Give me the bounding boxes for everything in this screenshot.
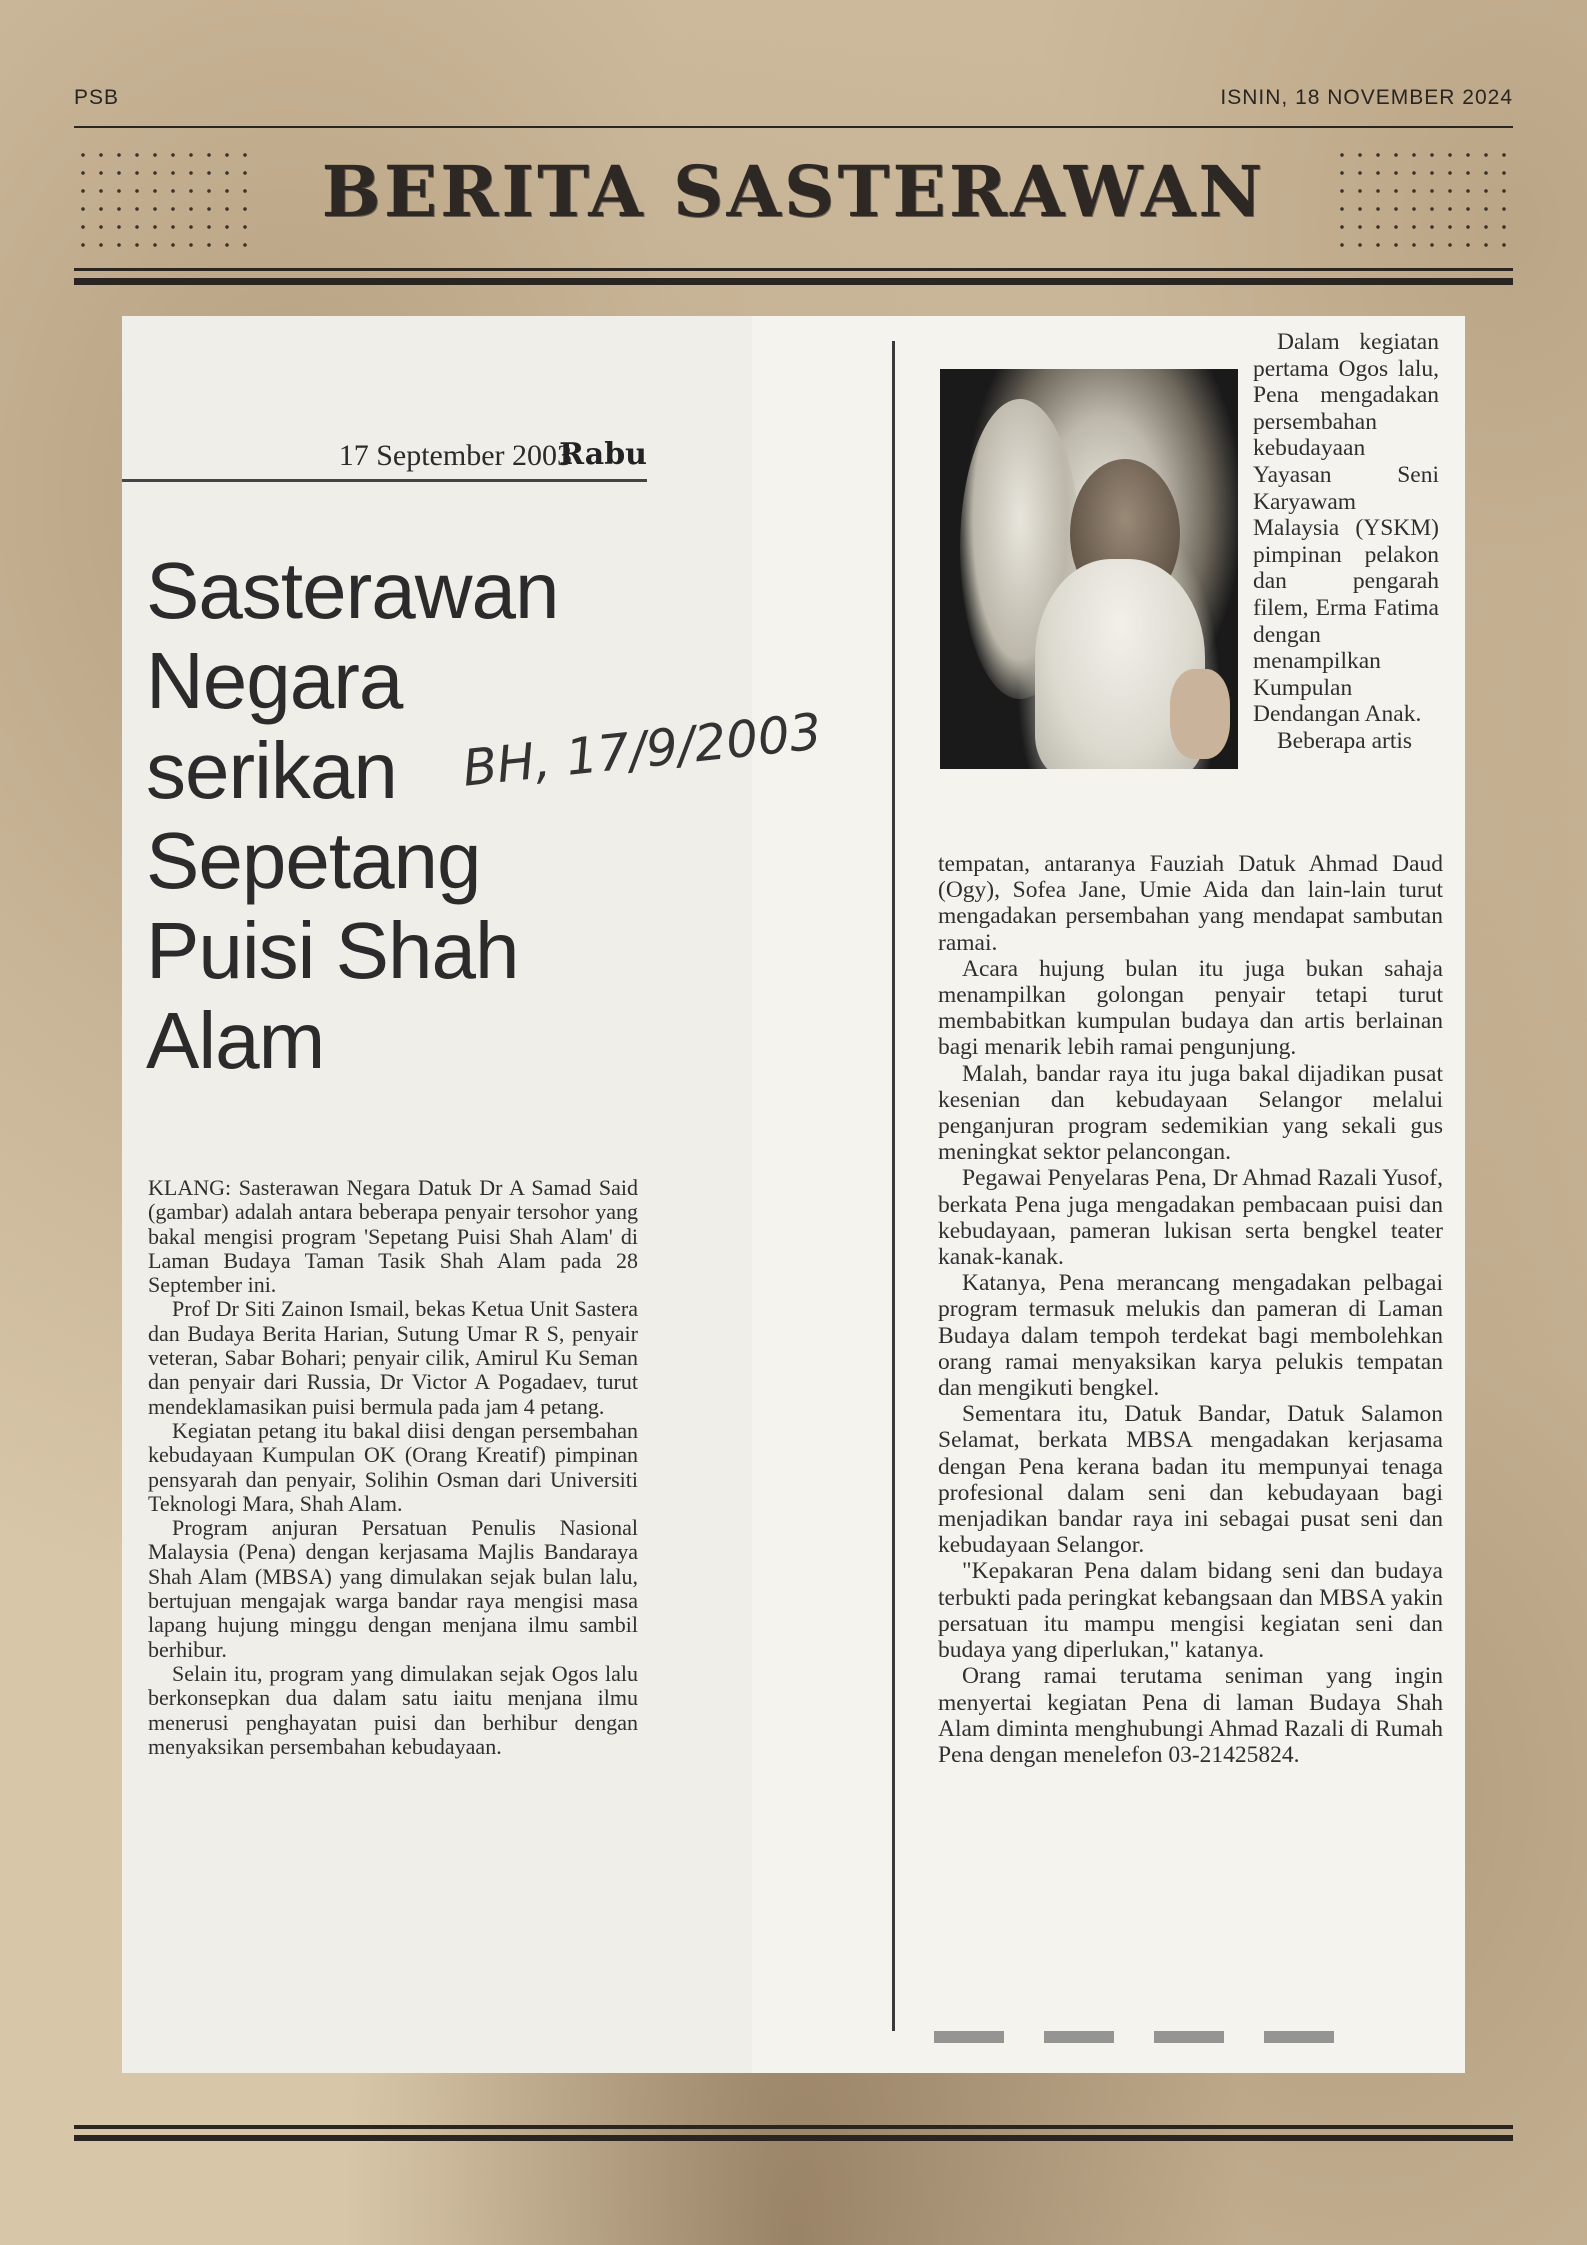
- paragraph: Program anjuran Persatuan Penulis Nasional Malaysia (Pena) dengan kerjasama Majlis Bandaraya Shah Alam (MBSA) yang dimulakan sejak bulan lalu, bertujuan mengajak warga bandar raya mengisi masa lapang hujung minggu dengan menjana ilmu sambil berhibur.: [148, 1515, 638, 1662]
- paragraph: Kegiatan petang itu bakal diisi dengan persembahan kebudayaan Kumpulan OK (Orang Kreatif) pimpinan pensyarah dan penyair, Solihin Osman dari Universiti Teknologi Mara, Shah Alam.: [148, 1417, 638, 1516]
- clipping-day: Rabu: [559, 437, 647, 472]
- header-date: ISNIN, 18 NOVEMBER 2024: [1220, 86, 1513, 109]
- masthead-title: BERITA SASTERAWAN: [321, 150, 1266, 233]
- paragraph: tempatan, antaranya Fauziah Datuk Ahmad Daud (Ogy), Sofea Jane, Umie Aida dan lain-lain turut mengadakan persembahan yang mendapat sambutan ramai.: [938, 851, 1443, 956]
- photo-hand: [1170, 669, 1230, 759]
- article-left-column: [148, 1176, 638, 1759]
- paragraph: Pegawai Penyelaras Pena, Dr Ahmad Razali Yusof, berkata Pena juga mengadakan pembacaan puisi dan kebudayaan, pameran lukisan serta bengkel teater kanak-kanak.: [938, 1165, 1443, 1271]
- article-wrap-column: [1253, 329, 1439, 755]
- paragraph: KLANG: Sasterawan Negara Datuk Dr A Samad Said (gambar) adalah antara beberapa penyair tersohor yang bakal mengisi program 'Sepetang Puisi Shah Alam' di Laman Budaya Taman Tasik Shah Alam pada 28 September ini.: [148, 1175, 638, 1298]
- top-rule: [74, 126, 1513, 128]
- column-divider: [892, 341, 895, 2031]
- paragraph: Dalam kegiatan pertama Ogos lalu, Pena mengadakan persembahan kebudayaan Yayasan Seni Karyawam Malaysia (YSKM) pimpinan pelakon dan pengarah filem, Erma Fatima dengan menampilkan Kumpulan Dendangan Anak.: [1253, 329, 1439, 728]
- paragraph: Selain itu, program yang dimulakan sejak Ogos lalu berkonsepkan dua dalam satu iaitu menjana ilmu menerusi penghayatan puisi dan berhibur dengan menyaksikan persembahan kebudayaan.: [148, 1660, 638, 1759]
- clipping-date: 17 September 2003: [338, 439, 572, 472]
- paragraph: Beberapa artis: [1277, 727, 1413, 754]
- handwritten-note: BH, 17/9/2003: [459, 702, 825, 798]
- cut-off-text-remnant: [934, 2031, 1364, 2043]
- clipping-dateline: [122, 439, 647, 477]
- paragraph: Acara hujung bulan itu juga bukan sahaja menampilkan golongan penyair tetapi turut membabitkan kumpulan budaya dan artis berlainan bagi menarik lebih ramai pengunjung.: [938, 955, 1443, 1061]
- newspaper-clipping: [122, 316, 1465, 2073]
- paragraph: Katanya, Pena merancang mengadakan pelbagai program termasuk melukis dan pameran di Laman Budaya dalam tempoh terdekat bagi membolehkan orang ramai menyaksikan karya pelukis tempatan dan mengikuti bengkel.: [938, 1270, 1443, 1402]
- masthead-rule-thin: [74, 268, 1513, 271]
- portrait-photo: [940, 369, 1238, 769]
- article-right-column: [938, 851, 1443, 1768]
- paragraph: Prof Dr Siti Zainon Ismail, bekas Ketua Unit Sastera dan Budaya Berita Harian, Sutung Umar R S, penyair veteran, Sabar Bohari; penyair cilik, Amirul Ku Seman dan penyair dari Russia, Dr Victor A Pogadaev, turut mendeklamasikan puisi bermula pada jam 4 petang.: [148, 1296, 638, 1419]
- paragraph: Orang ramai terutama seniman yang ingin menyertai kegiatan Pena di laman Budaya Shah Alam diminta menghubungi Ahmad Razali di Rumah Pena dengan menelefon 03-21425824.: [938, 1663, 1443, 1768]
- article-headline: Sasterawan Negara serikan Sepetang Puisi Shah Alam: [146, 546, 559, 1085]
- bottom-rule-thick: [74, 2125, 1513, 2129]
- paragraph: Sementara itu, Datuk Bandar, Datuk Salamon Selamat, berkata MBSA mengadakan kerjasama dengan Pena kerana badan itu mempunyai tenaga profesional dalam seni dan kebudayaan bagi menjadikan bandar raya ini sebagai pusat seni dan kebudayaan Selangor.: [938, 1401, 1443, 1559]
- dateline-rule: [122, 479, 647, 482]
- masthead-rule-thick: [74, 278, 1513, 285]
- header-left-label: PSB: [74, 86, 120, 109]
- paragraph: "Kepakaran Pena dalam bidang seni dan budaya terbukti pada peringkat kebangsaan dan MBSA yakin persatuan itu mampu mengisi kegiatan seni dan budaya yang diperlukan," katanya.: [938, 1558, 1443, 1664]
- bottom-rule-thin: [74, 2135, 1513, 2141]
- paragraph: Malah, bandar raya itu juga bakal dijadikan pusat kesenian dan kebudayaan Selangor melalui penganjuran program sedemikian yang sekali gus meningkat sektor pelancongan.: [938, 1060, 1443, 1166]
